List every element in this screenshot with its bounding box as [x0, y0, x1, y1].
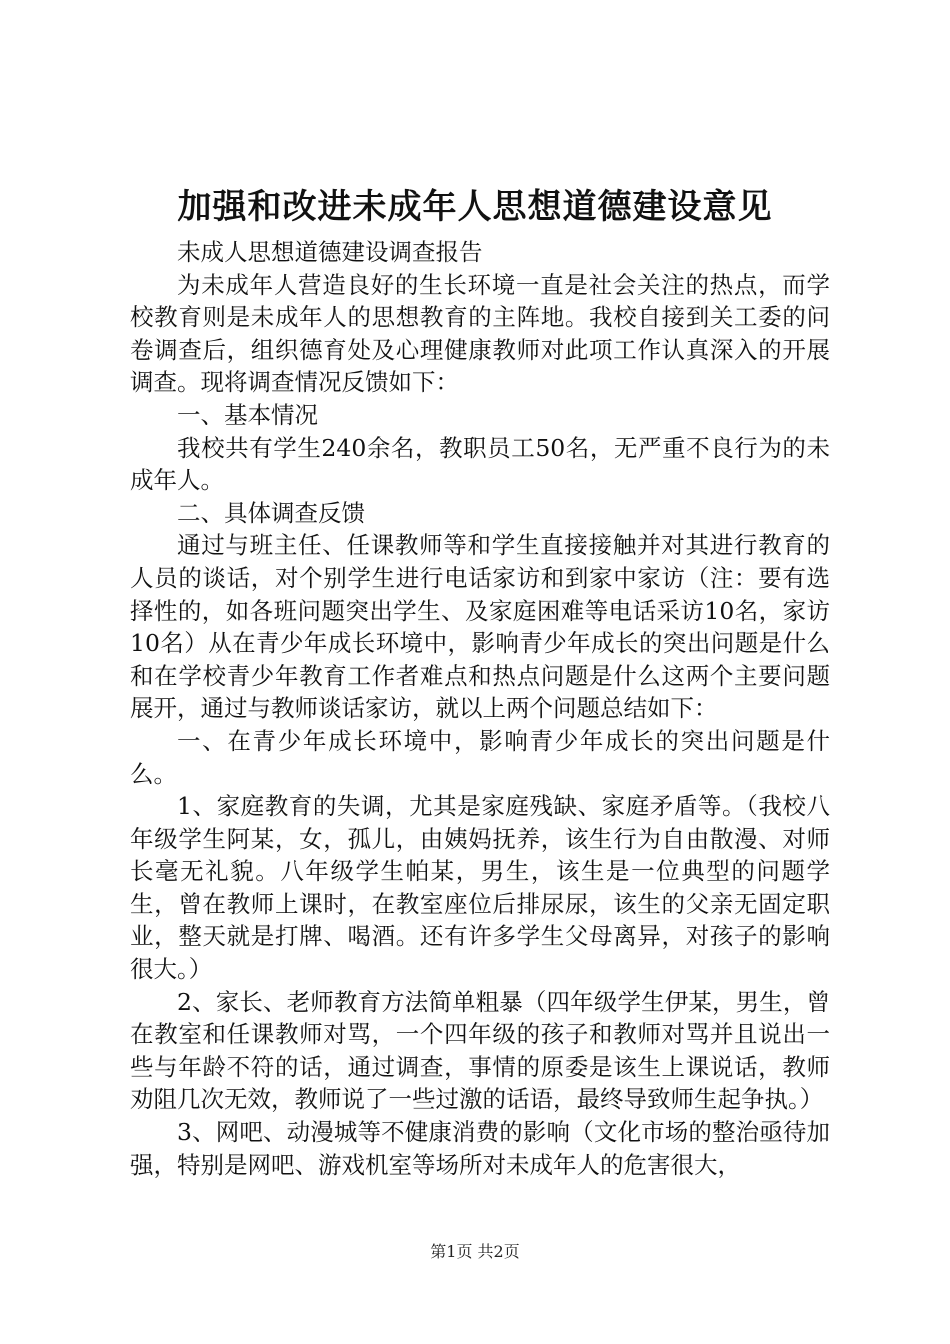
section-heading-basic: 一、基本情况: [177, 400, 318, 429]
paragraph-subtitle: 未成人思想道德建设调查报告: [177, 238, 483, 266]
paragraph-basic-info: 我校共有学生240余名，教职员工50名，无严重不良行为的未成年人。: [130, 433, 830, 495]
paragraph-feedback: 通过与班主任、任课教师等和学生直接接触并对其进行教育的人员的谈话，对个别学生进行电话家访和到家中家访（注：要有选择性的，如各班问题突出学生、及家庭困难等电话采访10名，家访10名）从在青少年成长环境中，影响青少年成长的突出问题是什么和在学校青少年教育工作者难点和热点问题是什么这两个主要问题展开，通过与教师谈话家访，就以上两个问题总结如下：: [130, 531, 830, 723]
paragraph-intro: 为未成年人营造良好的生长环境一直是社会关注的热点，而学校教育则是未成年人的思想教育的主阵地。我校自接到关工委的问卷调查后，组织德育处及心理健康教师对此项工作认真深入的开展调查。现将调查情况反馈如下：: [130, 270, 830, 397]
document-body: [130, 236, 830, 1181]
section-heading-problems: 一、在青少年成长环境中，影响青少年成长的突出问题是什么。: [130, 726, 830, 788]
section-heading-feedback: 二、具体调查反馈: [177, 498, 365, 527]
document-title: 加强和改进未成年人思想道德建设意见: [177, 187, 773, 227]
page-footer: 第1页 共2页: [430, 1242, 520, 1261]
paragraph-item-2: 2、家长、老师教育方法简单粗暴（四年级学生伊某，男生，曾在教室和任课教师对骂，一个四年级的孩子和教师对骂并且说出一些与年龄不符的话，通过调查，事情的原委是该生上课说话，教师劝阻几次无效，教师说了一些过激的话语，最终导致师生起争执。）: [130, 987, 830, 1114]
paragraph-item-1: 1、家庭教育的失调，尤其是家庭残缺、家庭矛盾等。（我校八年级学生阿某，女，孤儿，由姨妈抚养，该生行为自由散漫、对师长毫无礼貌。八年级学生帕某，男生，该生是一位典型的问题学生，曾在教师上课时，在教室座位后排尿尿，该生的父亲无固定职业，整天就是打牌、喝酒。还有许多学生父母离异，对孩子的影响很大。）: [130, 792, 830, 984]
paragraph-item-3: 3、网吧、动漫城等不健康消费的影响（文化市场的整治亟待加强，特别是网吧、游戏机室等场所对未成年人的危害很大，: [130, 1118, 830, 1179]
